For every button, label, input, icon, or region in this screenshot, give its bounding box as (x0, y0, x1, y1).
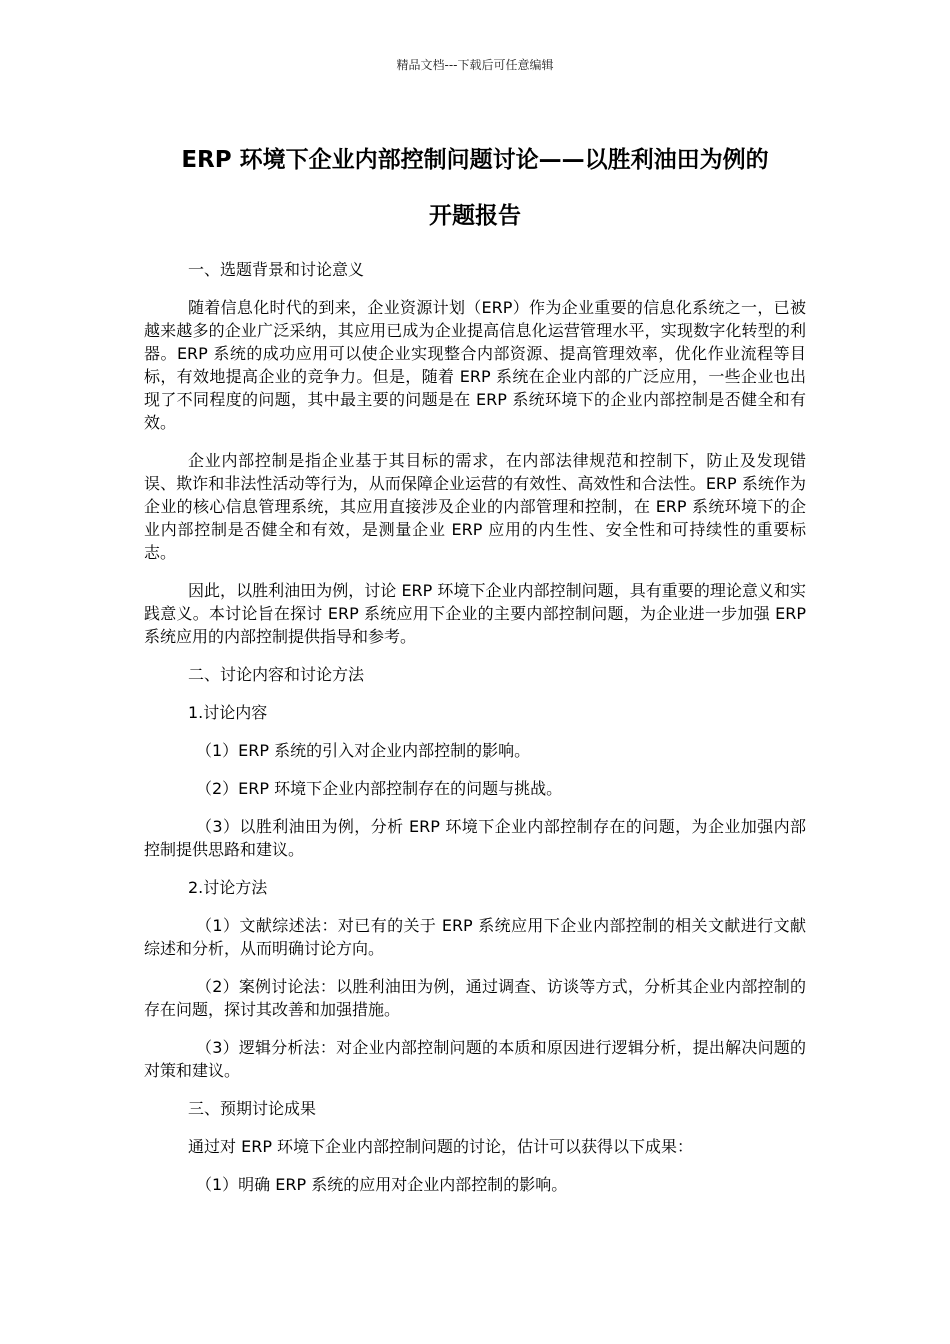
subheading-content: 1.讨论内容 (188, 703, 268, 722)
section-heading-2: 二、讨论内容和讨论方法 (188, 665, 365, 684)
content-item-1: （1）ERP 系统的引入对企业内部控制的影响。 (196, 741, 531, 760)
section-heading-3: 三、预期讨论成果 (188, 1099, 317, 1118)
title-line-1: ERP 环境下企业内部控制问题讨论——以胜利油田为例的 (181, 147, 769, 173)
subheading-method: 2.讨论方法 (188, 878, 268, 897)
paragraph-expected-results: 通过对 ERP 环境下企业内部控制问题的讨论，估计可以获得以下成果： (188, 1137, 694, 1156)
content-item-2: （2）ERP 环境下企业内部控制存在的问题与挑战。 (196, 779, 563, 798)
document-body (144, 258, 806, 1211)
method-item-2: （2）案例讨论法：以胜利油田为例，通过调查、访谈等方式，分析其企业内部控制的存在问题，探讨其改善和加强措施。 (144, 977, 806, 1019)
method-item-3: （3）逻辑分析法：对企业内部控制问题的本质和原因进行逻辑分析，提出解决问题的对策和建议。 (144, 1038, 806, 1080)
title-line-2: 开题报告 (429, 203, 521, 229)
result-item-1: （1）明确 ERP 系统的应用对企业内部控制的影响。 (196, 1175, 568, 1194)
document-title (120, 132, 830, 244)
paragraph-significance: 因此，以胜利油田为例，讨论 ERP 环境下企业内部控制问题，具有重要的理论意义和实践意义。本讨论旨在探讨 ERP 系统应用下企业的主要内部控制问题，为企业进一步加强 ERP 系统应用的内部控制提供指导和参考。 (144, 581, 806, 646)
method-item-1: （1）文献综述法：对已有的关于 ERP 系统应用下企业内部控制的相关文献进行文献综述和分析，从而明确讨论方向。 (144, 916, 806, 958)
section-heading-1: 一、选题背景和讨论意义 (188, 260, 365, 279)
page-header: 精品文档---下载后可任意编辑 (396, 58, 554, 72)
paragraph-background: 随着信息化时代的到来，企业资源计划（ERP）作为企业重要的信息化系统之一，已被越来越多的企业广泛采纳，其应用已成为企业提高信息化运营管理水平，实现数字化转型的利器。ERP 系统的成功应用可以使企业实现整合内部资源、提高管理效率，优化作业流程等目标，有效地提高企业的竞争力。但是，随着 ERP 系统在企业内部的广泛应用，一些企业也出现了不同程度的问题，其中最主要的问题是在 ERP 系统环境下的企业内部控制是否健全和有效。 (144, 298, 806, 432)
paragraph-internal-control: 企业内部控制是指企业基于其目标的需求，在内部法律规范和控制下，防止及发现错误、欺诈和非法性活动等行为，从而保障企业运营的有效性、高效性和合法性。ERP 系统作为企业的核心信息管理系统，其应用直接涉及企业的内部管理和控制，在 ERP 系统环境下的企业内部控制是否健全和有效，是测量企业 ERP 应用的内生性、安全性和可持续性的重要标志。 (144, 451, 806, 562)
content-item-3: （3）以胜利油田为例，分析 ERP 环境下企业内部控制存在的问题，为企业加强内部控制提供思路和建议。 (144, 817, 806, 859)
